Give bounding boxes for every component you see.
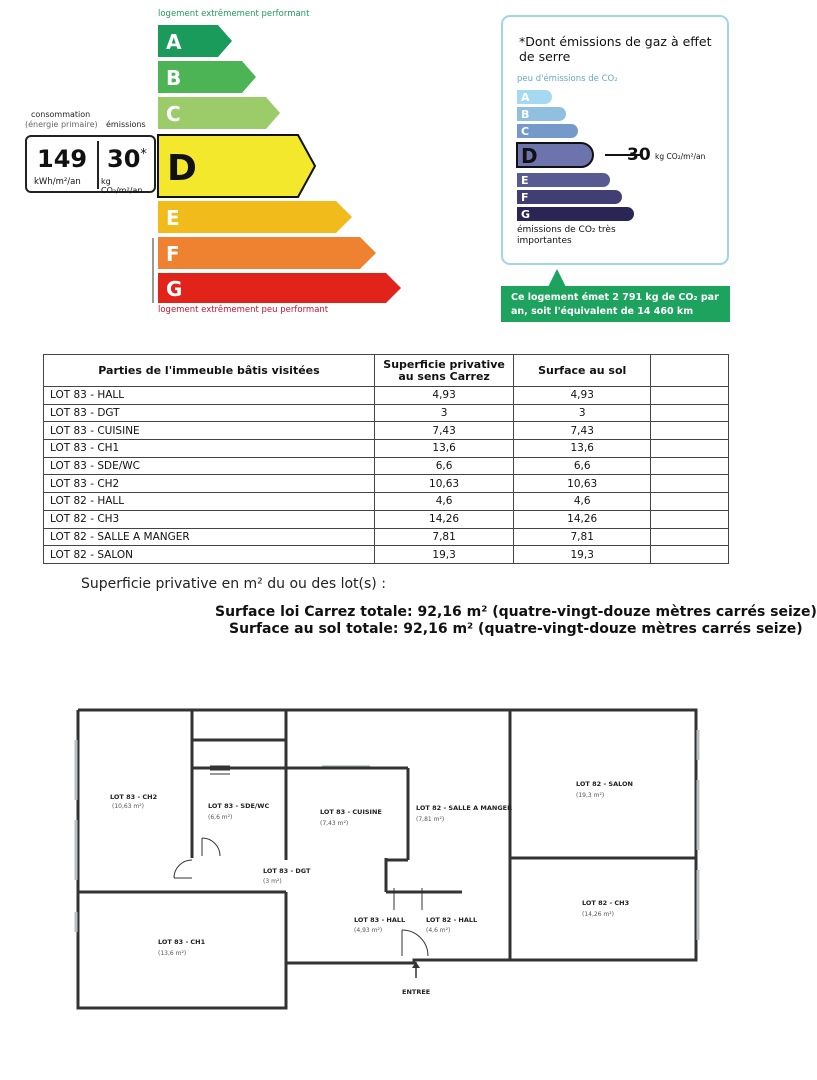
ges-letter-f: F bbox=[521, 191, 529, 204]
cell-extra bbox=[651, 528, 729, 546]
banner-pointer bbox=[548, 269, 566, 287]
ges-class-bars bbox=[515, 87, 645, 227]
superficie-line: Superficie privative en m² du ou des lot(s) : bbox=[81, 576, 386, 592]
totals-clip bbox=[0, 602, 817, 638]
ges-title: *Dont émissions de gaz à effet de serre bbox=[519, 34, 712, 64]
energy-letter-d: D bbox=[167, 148, 197, 189]
ges-high-caption: émissions de CO₂ très importantes bbox=[517, 225, 616, 246]
ges-bar-e bbox=[517, 173, 610, 187]
cell-sol: 4,6 bbox=[514, 493, 651, 511]
cell-extra bbox=[651, 457, 729, 475]
cell-carrez: 7,43 bbox=[374, 422, 513, 440]
cell-extra bbox=[651, 440, 729, 458]
cell-sol: 3 bbox=[514, 404, 651, 422]
room-area: (13,6 m²) bbox=[158, 950, 187, 957]
energy-bar-e bbox=[158, 201, 352, 233]
cell-partie: LOT 83 - SDE/WC bbox=[44, 457, 375, 475]
ges-letter-e: E bbox=[521, 174, 529, 187]
room-name: LOT 83 - DGT bbox=[263, 867, 311, 875]
cell-partie: LOT 82 - SALON bbox=[44, 546, 375, 564]
banner-line-2: an, soit l'équivalent de 14 460 km bbox=[511, 306, 694, 317]
ges-panel bbox=[501, 15, 729, 265]
door-arc-2 bbox=[202, 838, 220, 856]
ges-bar-g bbox=[517, 207, 634, 221]
ges-letter-g: G bbox=[521, 208, 531, 221]
cell-sol: 7,81 bbox=[514, 528, 651, 546]
room-area: (19,3 m²) bbox=[576, 792, 605, 799]
ges-letter-d: D bbox=[521, 144, 538, 168]
cell-carrez: 3 bbox=[374, 404, 513, 422]
co2-banner bbox=[501, 286, 730, 322]
ges-unit: kg CO₂/m²/an bbox=[655, 152, 706, 161]
header-parties: Parties de l'immeuble bâtis visitées bbox=[44, 355, 375, 387]
energy-letter-g: G bbox=[166, 277, 183, 301]
room-area: (7,81 m²) bbox=[416, 816, 445, 823]
table-row bbox=[44, 404, 729, 422]
cell-partie: LOT 82 - CH3 bbox=[44, 510, 375, 528]
table-row bbox=[44, 528, 729, 546]
floor-plan bbox=[70, 700, 710, 1020]
cell-carrez: 14,26 bbox=[374, 510, 513, 528]
cell-extra bbox=[651, 475, 729, 493]
cell-extra bbox=[651, 546, 729, 564]
room-area: (4,93 m²) bbox=[354, 927, 383, 934]
surface-table bbox=[43, 354, 729, 564]
energy-letter-e: E bbox=[166, 206, 180, 230]
entrance-label: ENTREE bbox=[402, 988, 431, 996]
energy-letter-a: A bbox=[166, 30, 182, 54]
ges-bar-f bbox=[517, 190, 622, 204]
cell-partie: LOT 83 - DGT bbox=[44, 404, 375, 422]
ges-low-caption: peu d'émissions de CO₂ bbox=[517, 74, 618, 84]
cell-extra bbox=[651, 510, 729, 528]
ges-letter-c: C bbox=[521, 125, 530, 138]
consumption-subcaption: (énergie primaire) bbox=[25, 120, 98, 129]
table-row bbox=[44, 422, 729, 440]
table-row bbox=[44, 546, 729, 564]
cell-sol: 6,6 bbox=[514, 457, 651, 475]
room-area: (4,6 m²) bbox=[426, 927, 451, 934]
room-area: (10,63 m²) bbox=[112, 803, 145, 810]
door-arc-1 bbox=[174, 860, 192, 878]
cell-partie: LOT 83 - CH1 bbox=[44, 440, 375, 458]
energy-class-bars bbox=[150, 20, 410, 305]
cell-partie: LOT 83 - CUISINE bbox=[44, 422, 375, 440]
room-name: LOT 83 - CH2 bbox=[110, 793, 158, 801]
total-sol: Surface au sol totale: 92,16 m² (quatre-vingt-douze mètres carrés seize) bbox=[229, 621, 803, 637]
ges-letter-b: B bbox=[521, 108, 530, 121]
cell-sol: 7,43 bbox=[514, 422, 651, 440]
header-carrez: Superficie privative au sens Carrez bbox=[374, 355, 513, 387]
room-name: LOT 83 - CUISINE bbox=[320, 808, 382, 816]
room-area: (3 m²) bbox=[263, 878, 282, 885]
table-row bbox=[44, 440, 729, 458]
cell-sol: 19,3 bbox=[514, 546, 651, 564]
cell-carrez: 4,93 bbox=[374, 387, 513, 405]
energy-letter-c: C bbox=[166, 102, 181, 126]
cell-partie: LOT 83 - CH2 bbox=[44, 475, 375, 493]
consumption-value: 149 bbox=[37, 145, 88, 173]
header-sol: Surface au sol bbox=[514, 355, 651, 387]
energy-bar-g bbox=[158, 273, 401, 303]
surface-table-clip bbox=[0, 350, 729, 570]
energy-bar-f bbox=[158, 237, 376, 269]
total-carrez: Surface loi Carrez totale: 92,16 m² (quatre-vingt-douze mètres carrés seize) bbox=[215, 604, 817, 620]
cell-partie: LOT 82 - HALL bbox=[44, 493, 375, 511]
box-divider bbox=[97, 141, 99, 189]
consumption-caption: consommation bbox=[31, 110, 91, 119]
header-extra bbox=[651, 355, 729, 387]
cell-carrez: 13,6 bbox=[374, 440, 513, 458]
cell-carrez: 19,3 bbox=[374, 546, 513, 564]
table-row bbox=[44, 387, 729, 405]
cell-carrez: 7,81 bbox=[374, 528, 513, 546]
table-header-row bbox=[44, 355, 729, 387]
cell-sol: 4,93 bbox=[514, 387, 651, 405]
cell-sol: 10,63 bbox=[514, 475, 651, 493]
emission-unit: kg CO₂/m²/an bbox=[101, 177, 143, 195]
bottom-caption: logement extrêmement peu performant bbox=[158, 305, 329, 315]
cell-extra bbox=[651, 422, 729, 440]
table-row bbox=[44, 457, 729, 475]
cell-extra bbox=[651, 404, 729, 422]
cell-extra bbox=[651, 493, 729, 511]
cell-carrez: 4,6 bbox=[374, 493, 513, 511]
emissions-caption: émissions bbox=[106, 120, 146, 129]
table-row bbox=[44, 510, 729, 528]
room-area: (7,43 m²) bbox=[320, 820, 349, 827]
energy-letter-b: B bbox=[166, 66, 182, 90]
cell-sol: 14,26 bbox=[514, 510, 651, 528]
room-name: LOT 83 - SDE/WC bbox=[208, 802, 270, 810]
ges-letter-a: A bbox=[521, 91, 530, 104]
cell-partie: LOT 82 - SALLE A MANGER bbox=[44, 528, 375, 546]
energy-letter-f: F bbox=[166, 242, 180, 266]
room-name: LOT 83 - CH1 bbox=[158, 938, 206, 946]
door-arc-entrance bbox=[402, 930, 428, 956]
room-name: LOT 82 - HALL bbox=[426, 916, 478, 924]
banner-line-1: Ce logement émet 2 791 kg de CO₂ par bbox=[511, 292, 719, 303]
top-caption: logement extrêmement performant bbox=[158, 9, 310, 19]
room-name: LOT 82 - SALLE A MANGER bbox=[416, 804, 513, 812]
emission-value: 30* bbox=[107, 145, 147, 173]
room-area: (14,26 m²) bbox=[582, 911, 615, 918]
consumption-unit: kWh/m²/an bbox=[34, 177, 81, 187]
cell-extra bbox=[651, 387, 729, 405]
table-row bbox=[44, 493, 729, 511]
cell-carrez: 10,63 bbox=[374, 475, 513, 493]
consumption-emission-box bbox=[25, 135, 156, 193]
room-name: LOT 83 - HALL bbox=[354, 916, 406, 924]
room-name: LOT 82 - CH3 bbox=[582, 899, 630, 907]
room-name: LOT 82 - SALON bbox=[576, 780, 633, 788]
cell-partie: LOT 83 - HALL bbox=[44, 387, 375, 405]
cell-sol: 13,6 bbox=[514, 440, 651, 458]
cell-carrez: 6,6 bbox=[374, 457, 513, 475]
table-row bbox=[44, 475, 729, 493]
ges-value: 30 bbox=[627, 145, 651, 165]
room-area: (6,6 m²) bbox=[208, 814, 233, 821]
